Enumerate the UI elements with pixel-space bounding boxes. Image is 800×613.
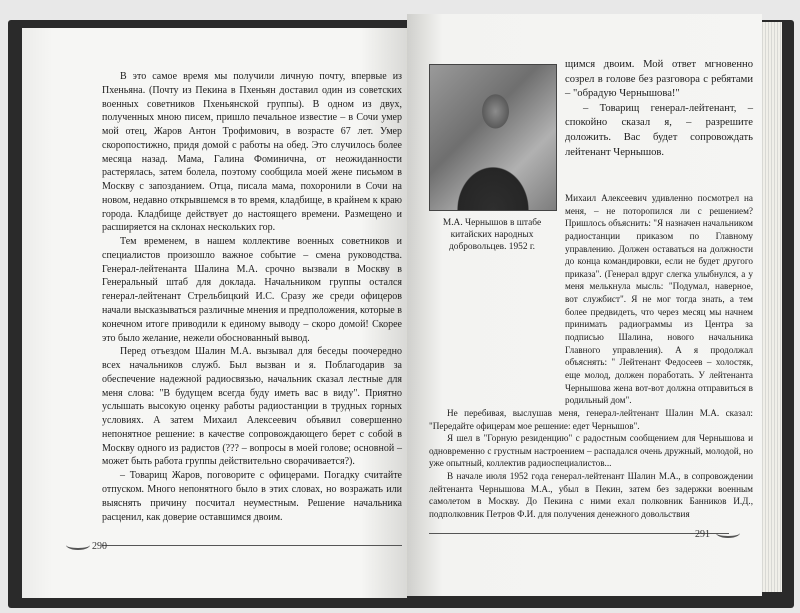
paragraph: – Товарищ генерал-лейтенант, – спокойно сказал я, – разрешите доложить. Вас будет сопровождать лейтенант Чернышов. — [565, 102, 753, 158]
footer-rule — [429, 533, 729, 534]
paragraph: Я шел в "Горную резиденцию" с радостным сообщением для Чернышова и одновременно с грустным настроением – распадался очень дружный, молодой, но уже опытный, коллектив радиоспециалистов... — [429, 433, 753, 469]
footer-rule — [102, 545, 402, 546]
paragraph: – Товарищ Жаров, поговорите с офицерами. Погадку считайте отпуском. Много непонятного было в этих словах, но возражать или выяснять причину посчитал неуместным. Решение начальника расценил, как доверие оставшимся двоим. — [102, 470, 402, 523]
paragraph: Не перебивая, выслушав меня, генерал-лейтенант Шалин М.А. сказал: "Передайте офицерам мое решение: едет Чернышов". — [429, 407, 753, 431]
left-page — [22, 28, 407, 598]
right-page-text-bottom — [429, 192, 753, 521]
paragraph: Тем временем, в нашем коллективе военных советников и специалистов произошло важное событие – смена руководства. Генерал-лейтенанта Шалина М.А. срочно вызвали в Москву в Генеральный штаб для доклада. Начальником группы остался генерал-лейтенант Стрельбицкий И.С. Сразу же среди офицеров начали высказываться различные мнения и предположения, которые в конечном итоге приводили к единому выводу – скоро домой! Скорее это было желание, нежели обоснованный вывод. — [102, 236, 402, 344]
ornament-icon — [66, 540, 90, 550]
ornament-icon — [716, 528, 740, 538]
photo-caption: М.А. Чернышов в штабе китайских народных добровольцев. 1952 г. — [442, 218, 542, 252]
right-page — [407, 14, 762, 596]
paragraph: щимся двоим. Мой ответ мгновенно созрел в голове без разговора с ребятами – "обрадую Чернышова!" — [565, 59, 753, 100]
portrait-photo — [429, 64, 557, 211]
page-number: 290 — [92, 541, 107, 552]
paragraph: Перед отъездом Шалин М.А. вызывал для беседы поочередно всех начальников служб. Был вызван и я. Поблагодарив за обеспечение надежной радиосвязью, начальник сказал лестные для меня слова: "В будущем всегда буду иметь вас в виду". Приятно услышать высокую оценку работы радиостанции в трудных горных условиях. А затем Михаил Алексеевич объявил совершенно непонятное решение: в качестве сопровождающего берет с собой в Москву одного из радистов (??? – вопросы в моей голове; основной – может быть работа группы действительно сворачивается?). — [102, 346, 402, 468]
right-page-text-top — [565, 58, 753, 160]
paragraph: Михаил Алексеевич удивленно посмотрел на меня, – не поторопился ли с решением? Пришлось объяснить: "Я назначен начальником радиостанции приказом по Главному управлению. Должен оставаться на должности до конца командировки, если не будет другого приказа". (Генерал вдруг слегка улыбнулся, а у меня мелькнула мысль: "Подумал, наверное, вот службист". Я не мог тогда знать, а тем более предвидеть, что через месяц мы начнем принимать радиограммы из Центра за подписью Шалина, нового начальника Главного управления). А я продолжал объяснять: " Лейтенант Федосеев – холостяк, еще молод, должен поработать. У лейтенанта Чернышова жена вот-вот должна отправиться в родильный дом". — [565, 193, 753, 406]
page-edges — [762, 22, 782, 592]
paragraph: В это самое время мы получили личную почту, впервые из Пхеньяна. (Почту из Пекина в Пхеньян доставил один из советских военных советников Пхеньянской группы). В одном из двух, полученных мною писем, пришло печальное известие – в Сочи умер мой отец, Жаров Антон Трофимович, в возрасте 67 лет. Умер скоропостижно, придя домой с работы на обед. Это случилось более месяца назад. Мама, Галина Фоминична, от неожиданности растерялась, затем болела, поэтому сообщила моей жене письмом в Москву с запозданием. Отца, писала мама, похоронили в Сочи на новом, недавно открывшемся в то время, кладбище, в крайнем к краю города. Кладбище действует до настоящего времени. Размещено и расширяется на склонах нескольких гор. — [102, 71, 402, 234]
page-number: 291 — [695, 529, 710, 540]
left-page-text — [102, 70, 402, 524]
paragraph: В начале июля 1952 года генерал-лейтенант Шалин М.А., в сопровождении лейтенанта Чернышова М.А., убыл в Пекин, затем без задержки военным самолетом в Москву. До Пекина с ними ехал полковник Банников И.Д., подполковник Петров Ф.И. для получения денежного довольствия — [429, 471, 753, 520]
